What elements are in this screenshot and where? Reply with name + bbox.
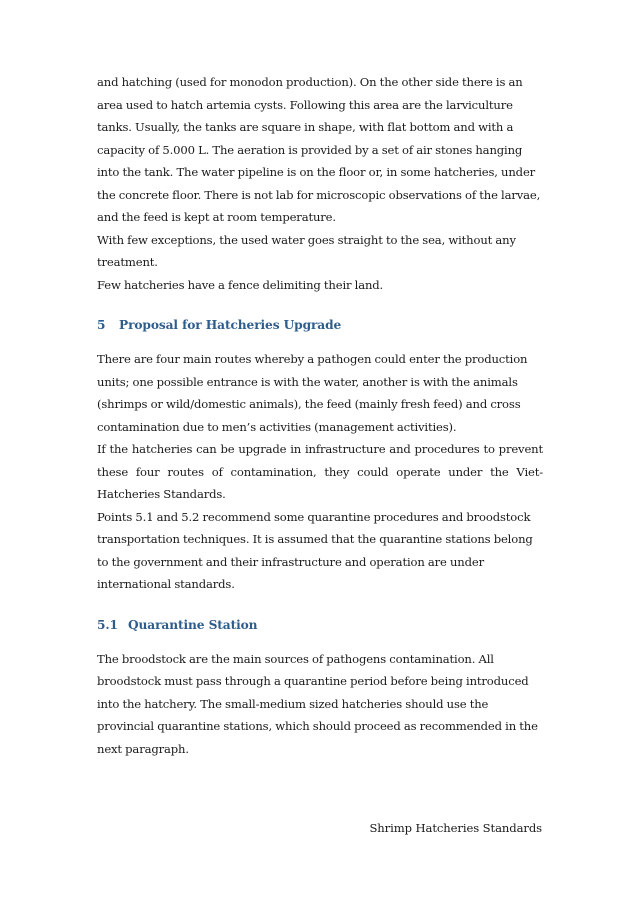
page-footer: Shrimp Hatcheries Standards	[369, 821, 542, 835]
body-paragraph: If the hatcheries can be upgrade in infrastructure and procedures to prevent these four routes of contamination, they could operate under the Viet-Hatcheries Standards.	[97, 442, 543, 501]
body-paragraph: There are four main routes whereby a pathogen could enter the production units; one possible entrance is with the water, another is with the animals (shrimps or wild/domestic animals), the feed (mainly fresh feed) and cross contamination due to men’s activities (management activities).	[97, 352, 528, 434]
spacer	[97, 296, 543, 314]
subsection-title: Quarantine Station	[128, 617, 258, 632]
subsection-number: 5.1	[97, 617, 118, 632]
body-paragraph: The broodstock are the main sources of pathogens contamination. All broodstock must pass through a quarantine period before being introduced into the hatchery. The small-medium sized hatcheries should use the provincial quarantine stations, which should proceed as recommended in the next paragraph.	[97, 651, 538, 756]
body-paragraph: Points 5.1 and 5.2 recommend some quarantine procedures and broodstock transportation techniques. It is assumed that the quarantine stations belong to the government and their infrastructure and operation are under international standards.	[97, 509, 533, 591]
spacer	[97, 636, 543, 648]
body-paragraph: Few hatcheries have a fence delimiting their land.	[97, 277, 384, 292]
spacer	[97, 596, 543, 614]
section-number: 5	[97, 318, 106, 332]
page-content	[97, 71, 543, 760]
body-paragraph: With few exceptions, the used water goes straight to the sea, without any treatment.	[97, 232, 516, 269]
body-paragraph: and hatching (used for monodon production). On the other side there is an area used to hatch artemia cysts. Following this area are the larviculture tanks. Usually, the tanks are square in shape, with flat bottom and with a capacity of 5.000 L. The aeration is provided by a set of air stones hanging into the tank. The water pipeline is on the floor or, in some hatcheries, under the concrete floor. There is not lab for microscopic observations of the larvae, and the feed is kept at room temperature.	[97, 75, 541, 224]
subsection-heading	[97, 614, 543, 636]
section-heading	[97, 314, 543, 336]
spacer	[97, 336, 543, 348]
section-title: Proposal for Hatcheries Upgrade	[119, 318, 342, 332]
